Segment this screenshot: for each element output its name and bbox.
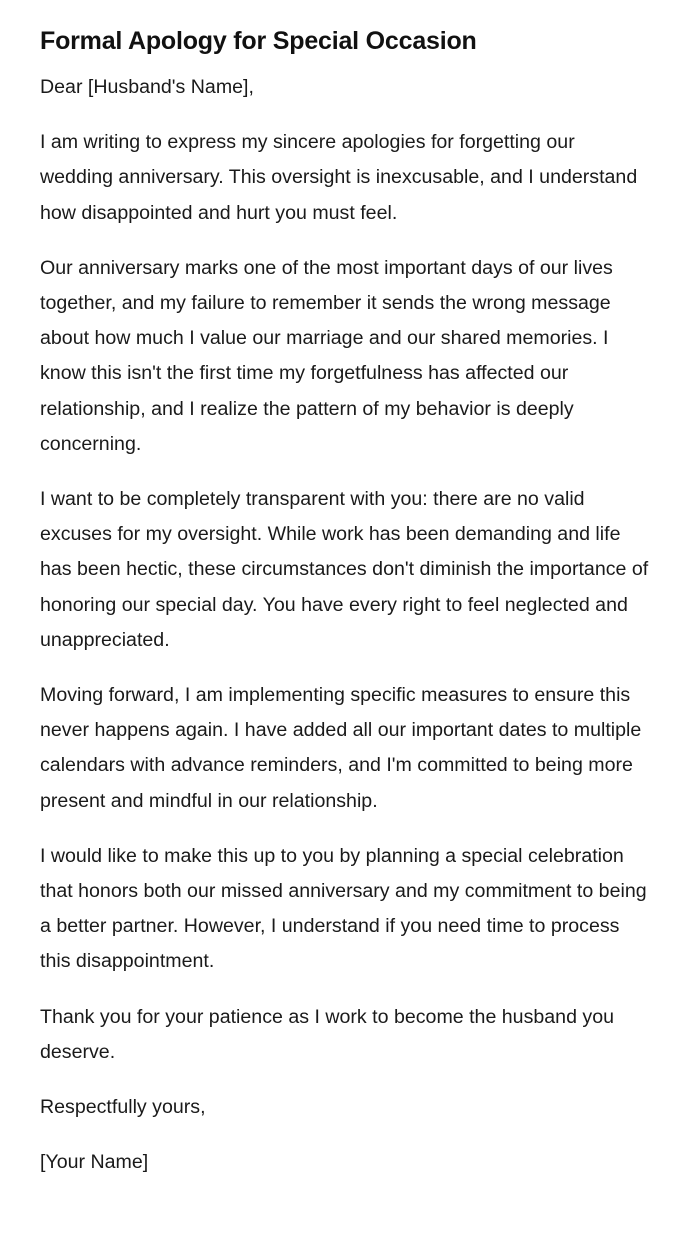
letter-document	[40, 0, 650, 1180]
letter-paragraph-1: I am writing to express my sincere apologies for forgetting our wedding anniversary. This oversight is inexcusable, and I understand how disappointed and hurt you must feel.	[40, 131, 638, 224]
letter-paragraph-3: I want to be completely transparent with you: there are no valid excuses for my oversight. While work has been demanding and life has been hectic, these circumstances don't diminish the importance of honoring our special day. You have every right to feel neglected and unappreciated.	[40, 488, 649, 651]
letter-closing: Respectfully yours,	[40, 1096, 206, 1119]
letter-title: Formal Apology for Special Occasion	[40, 27, 477, 55]
letter-paragraph-4: Moving forward, I am implementing specific measures to ensure this never happens again. I have added all our important dates to multiple calendars with advance reminders, and I'm committed to being more present and mindful in our relationship.	[40, 684, 642, 812]
letter-paragraph-5: I would like to make this up to you by planning a special celebration that honors both our missed anniversary and my commitment to being a better partner. However, I understand if you need time to process this disappointment.	[40, 844, 647, 973]
letter-salutation: Dear [Husband's Name],	[40, 76, 254, 98]
letter-paragraph-2: Our anniversary marks one of the most important days of our lives together, and my failure to remember it sends the wrong message about how much I value our marriage and our shared memories. I know this isn't the first time my forgetfulness has affected our relationship, and I realize the pattern of my behavior is deeply concerning.	[40, 256, 613, 455]
letter-paragraph-6: Thank you for your patience as I work to become the husband you deserve.	[40, 1005, 614, 1063]
letter-signature: [Your Name]	[40, 1151, 149, 1174]
